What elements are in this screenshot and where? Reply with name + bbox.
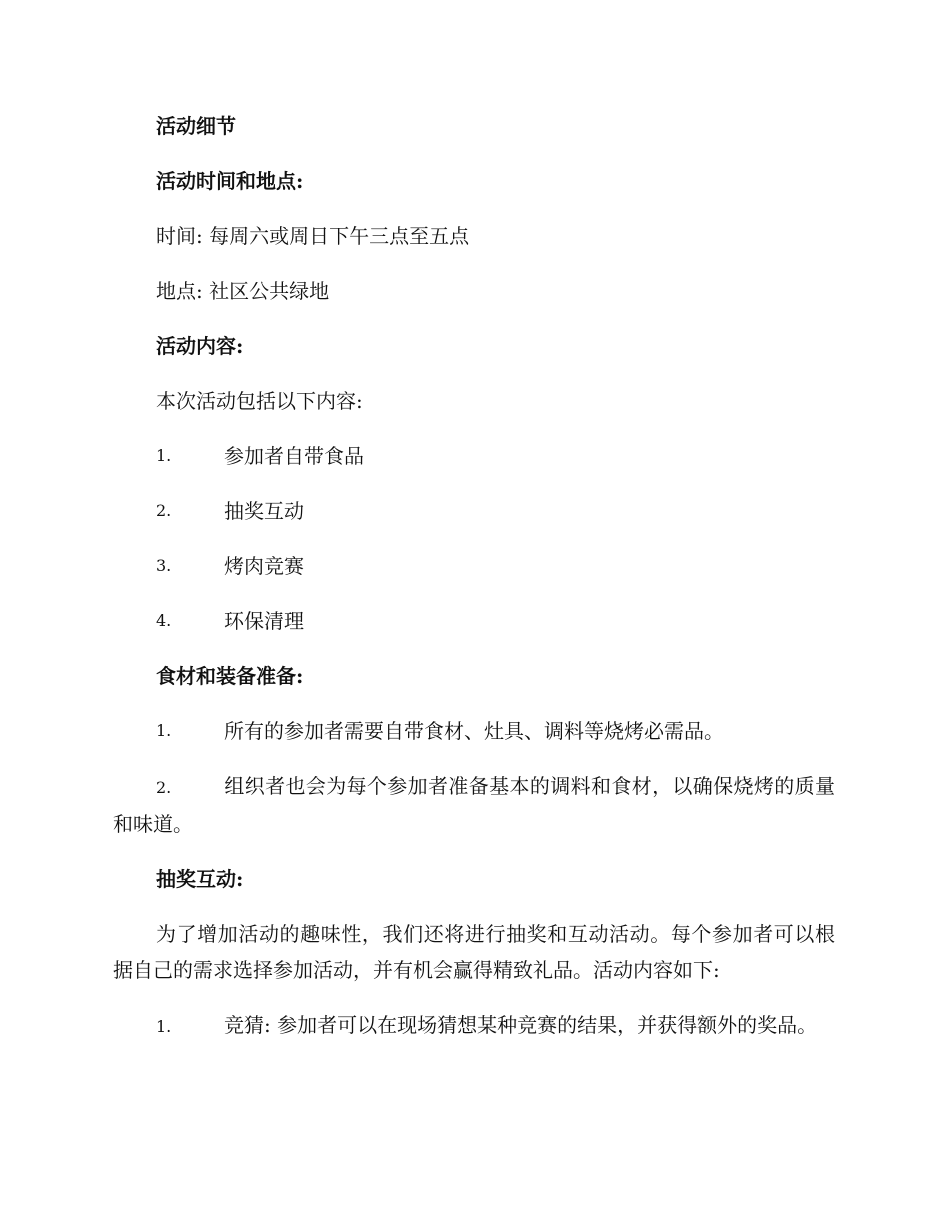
document-body (113, 108, 835, 1064)
list-item-wrapped (113, 768, 835, 842)
lottery-paragraph: 为了增加活动的趣味性，我们还将进行抽奖和互动活动。每个参加者可以根据自己的需求选择参加活动，并有机会赢得精致礼品。活动内容如下: (113, 922, 835, 982)
list-item (113, 713, 835, 768)
list-item-number: 2. (156, 501, 172, 520)
list-item-text: 烤肉竞赛 (224, 554, 304, 578)
place-line: 地点: 社区公共绿地 (156, 279, 330, 303)
list-item-text: 竞猜: 参加者可以在现场猜想某种竞赛的结果，并获得额外的奖品。 (224, 1013, 818, 1037)
list-item-number: 1. (156, 721, 172, 740)
list-item (113, 438, 835, 493)
list-item-number: 1. (156, 1017, 172, 1036)
time-line: 时间: 每周六或周日下午三点至五点 (156, 224, 470, 248)
food-heading: 食材和装备准备: (156, 664, 304, 688)
list-item-number: 4. (156, 611, 172, 630)
lottery-heading: 抽奖互动: (156, 867, 244, 891)
content-intro: 本次活动包括以下内容: (156, 389, 363, 413)
list-item (113, 548, 835, 603)
list-item-number: 3. (156, 556, 172, 575)
list-item-number: 1. (156, 446, 172, 465)
list-item-text: 组织者也会为每个参加者准备基本的调料和食材，以确保烧烤的质量和味道。 (113, 774, 835, 836)
list-item-text: 参加者自带食品 (224, 444, 364, 468)
list-item (113, 603, 835, 658)
list-item-number: 2. (156, 778, 172, 797)
content-heading: 活动内容: (156, 334, 244, 358)
time-place-heading: 活动时间和地点: (156, 169, 304, 193)
list-item-wrapped (113, 1007, 835, 1045)
list-item-text: 环保清理 (224, 609, 304, 633)
list-item-text: 所有的参加者需要自带食材、灶具、调料等烧烤必需品。 (224, 719, 724, 743)
list-item-text: 抽奖互动 (224, 499, 304, 523)
section-title: 活动细节 (156, 114, 236, 138)
list-item (113, 493, 835, 548)
